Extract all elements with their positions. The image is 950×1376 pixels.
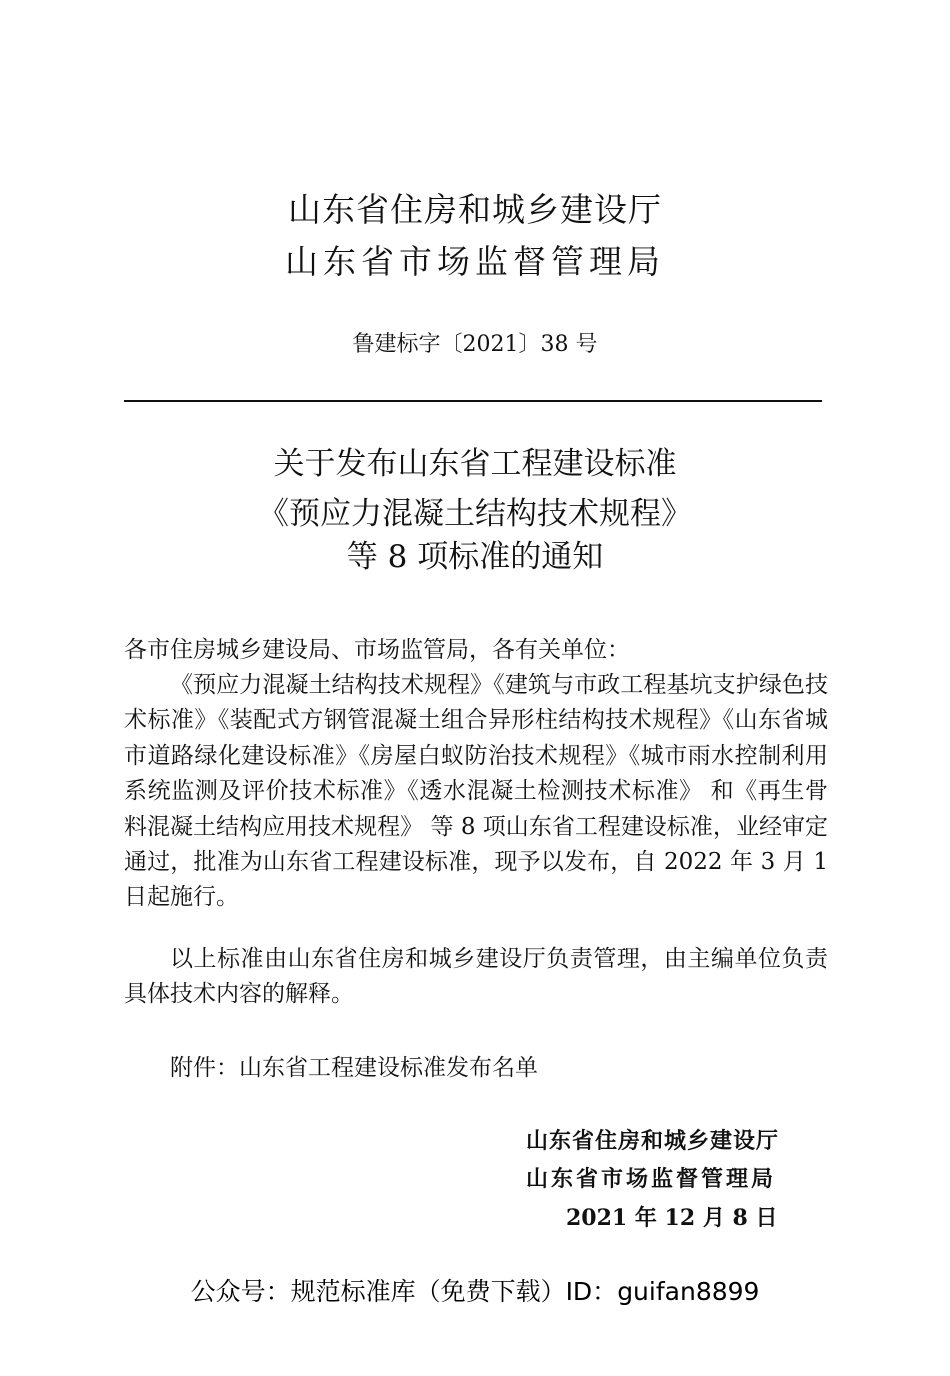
body-paragraph-2: 以上标准由山东省住房和城乡建设厅负责管理，由主编单位负责具体技术内容的解释。 xyxy=(124,946,828,1008)
header-divider xyxy=(124,400,822,402)
issuer-name-market: 山东省市场监督管理局 xyxy=(285,242,665,281)
issuer-name-housing: 山东省住房和城乡建设厅 xyxy=(288,190,662,229)
document-number: 鲁建标字〔2021〕38 号 xyxy=(352,332,598,357)
notice-title-line-1: 关于发布山东省工程建设标准 xyxy=(273,446,677,482)
signature-date: 2021 年 12 月 8 日 xyxy=(566,1205,778,1231)
signature-issuer-market: 山东省市场监督管理局 xyxy=(526,1167,777,1192)
notice-title-line-2: 《预应力混凝土结构技术规程》 xyxy=(258,496,692,532)
attachment-note: 附件：山东省工程建设标准发布名单 xyxy=(170,1055,538,1081)
signature-issuer-housing: 山东省住房和城乡建设厅 xyxy=(526,1129,780,1154)
notice-title-line-3: 等 8 项标准的通知 xyxy=(346,539,604,575)
salutation: 各市住房城乡建设局、市场监管局，各有关单位： xyxy=(124,637,630,663)
footer-watermark-text: 公众号：规范标准库（免费下载）ID：guifan8899 xyxy=(190,1277,760,1306)
body-paragraph-1: 《预应力混凝土结构技术规程》《建筑与市政工程基坑支护绿色技术标准》《装配式方钢管混凝土组合异形柱结构技术规程》《山东省城市道路绿化建设标准》《房屋白蚁防治技术规程》《城市雨水控制利用系统监测及评价技术标准》《透水混凝土检测技术标准》 和《再生骨料混凝土结构应用技术规程》 等 8 项山东省工程建设标准，业经审定通过，批准为山东省工程建设标准，现予以发布，自 2022 年 3 月 1 日起施行。 xyxy=(124,672,828,911)
